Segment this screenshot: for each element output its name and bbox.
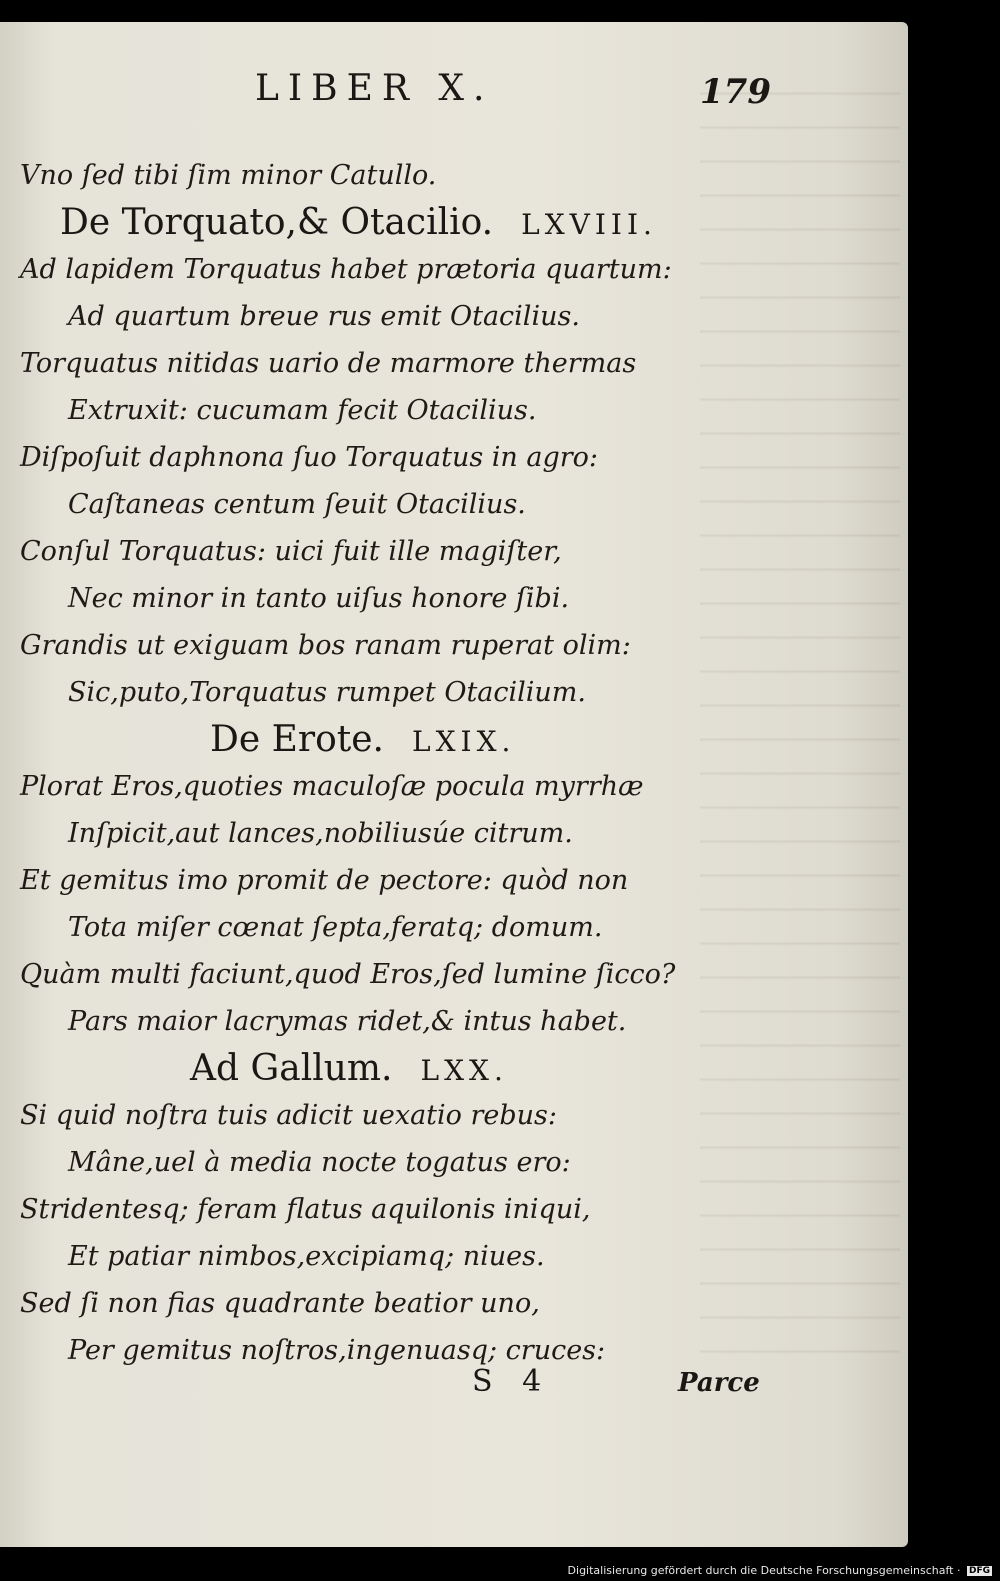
credit-text: Digitalisierung gefördert durch die Deutsche Forschungsgemeinschaft — [567, 1564, 954, 1577]
verse-line: Ad quartum breue rus emit Otacilius. — [68, 301, 580, 332]
verse-line: Torquatus nitidas uario de marmore thermas — [20, 348, 637, 379]
epigram-heading — [20, 199, 890, 246]
epigram-number: LXVIII. — [521, 208, 657, 241]
book-page — [0, 22, 908, 1547]
verse-line: Et gemitus imo promit de pectore: quòd non — [20, 865, 629, 896]
verse-line: Caſtaneas centum ſeuit Otacilius. — [68, 489, 526, 520]
verse-line: Stridentesq; feram flatus aquilonis iniqui, — [20, 1194, 591, 1225]
page-number: 179 — [700, 72, 771, 112]
verse-line: Sic,puto,Torquatus rumpet Otacilium. — [68, 677, 586, 708]
verse-line: Sed ſi non fias quadrante beatior uno, — [20, 1288, 540, 1319]
dfg-logo: DFG — [968, 1566, 990, 1576]
heading-title: De Torquato,& Otacilio. — [60, 202, 494, 243]
running-head — [0, 68, 908, 118]
verse-line: Tota miſer cœnat ſepta,feratq; domum. — [68, 912, 603, 943]
verse-line: Inſpicit,aut lances,nobiliusúe citrum. — [68, 818, 573, 849]
heading-title: Ad Gallum. — [190, 1048, 393, 1089]
verse-line: Extruxit: cucumam fecit Otacilius. — [68, 395, 537, 426]
verse-line: Et patiar nimbos,excipiamq; niues. — [68, 1241, 545, 1272]
verse-line: Diſpoſuit daphnona ſuo Torquatus in agro: — [20, 442, 599, 473]
verse-line: Nec minor in tanto uiſus honore ſibi. — [68, 583, 570, 614]
verse-line: Quàm multi faciunt,quod Eros,ſed lumine ſicco? — [20, 959, 676, 990]
epigram-heading — [20, 716, 890, 763]
verse-line: Pars maior lacrymas ridet,& intus habet. — [68, 1006, 627, 1037]
epigram-heading — [20, 1045, 890, 1092]
poem-text-block — [20, 152, 890, 1374]
verse-line: Grandis ut exiguam bos ranam ruperat olim: — [20, 630, 631, 661]
verse-line: Vno ſed tibi ſim minor Catullo. — [20, 160, 437, 191]
signature-mark: S 4 — [472, 1364, 552, 1399]
digitization-credit: Digitalisierung gefördert durch die Deutsche Forschungsgemeinschaft · DFG — [567, 1564, 990, 1577]
verse-line: Mâne,uel à media nocte togatus ero: — [68, 1147, 571, 1178]
epigram-number: LXX. — [420, 1054, 508, 1087]
epigram-number: LXIX. — [412, 725, 516, 758]
book-title: LIBER X. — [255, 68, 494, 109]
verse-line: Conſul Torquatus: uici fuit ille magiſter, — [20, 536, 562, 567]
heading-title: De Erote. — [210, 719, 384, 760]
verse-line: Ad lapidem Torquatus habet prætoria quartum: — [20, 254, 672, 285]
verse-line: Si quid noſtra tuis adicit uexatio rebus: — [20, 1100, 558, 1131]
catchword: Parce — [678, 1368, 760, 1398]
verse-line: Plorat Eros,quoties maculoſæ pocula myrrhæ — [20, 771, 644, 802]
verse-line: Per gemitus noſtros,ingenuasq; cruces: — [68, 1335, 606, 1366]
